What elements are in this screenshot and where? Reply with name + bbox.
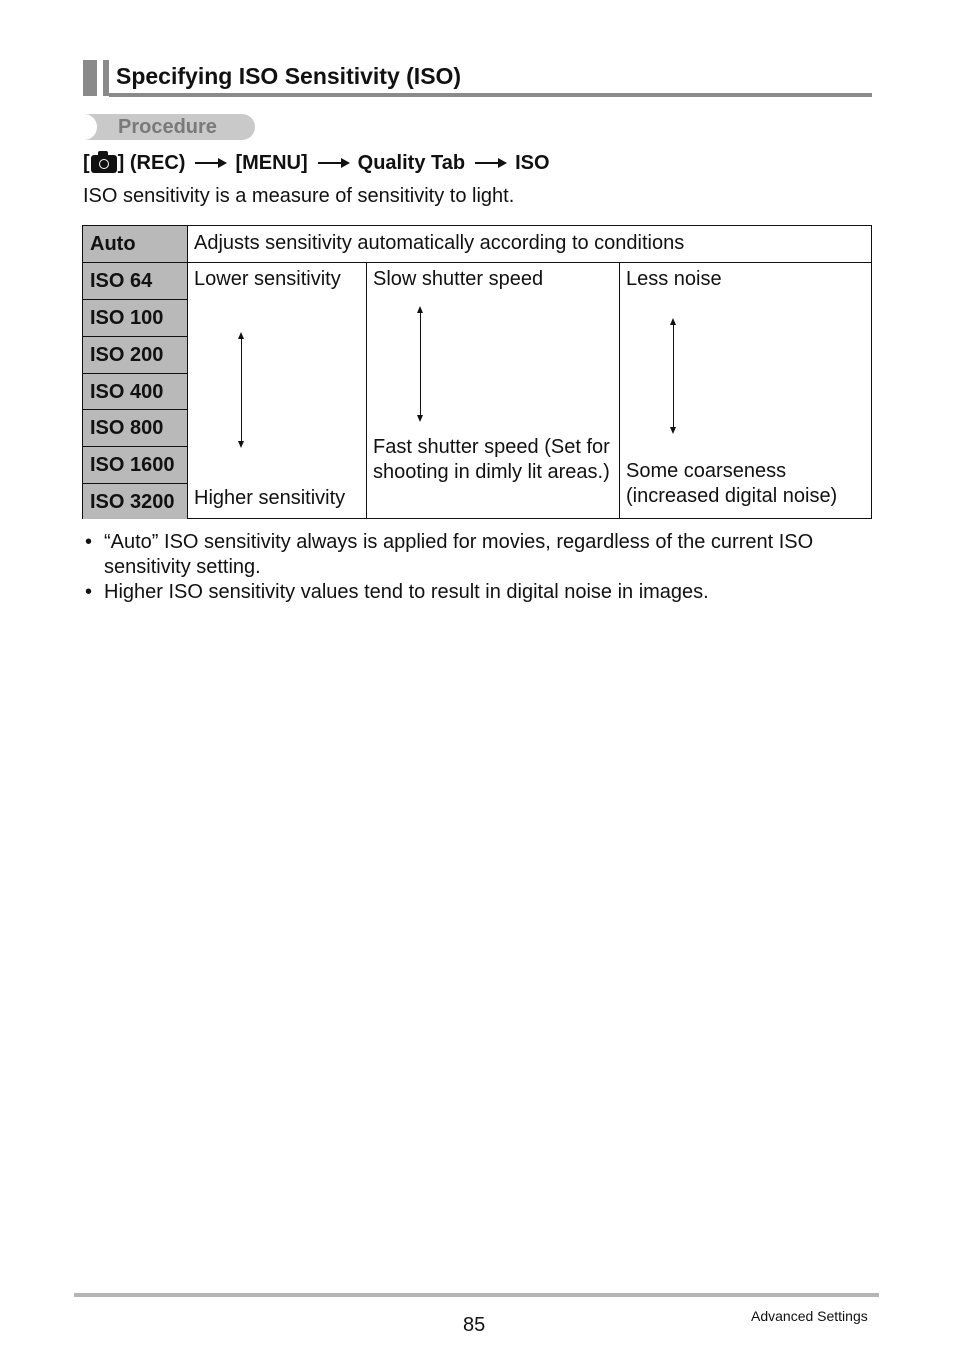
double-arrow-icon [673,324,674,428]
iso-table [82,225,872,519]
row-divider [83,262,871,263]
path-menu: [MENU] [235,152,308,174]
note-text: “Auto” ISO sensitivity always is applied for movies, regardless of the current ISO sensitivity setting. [104,531,814,578]
iso-1600-label: ISO 1600 [83,447,187,484]
path-open-bracket: [ [83,152,90,174]
sensitivity-bottom: Higher sensitivity [194,487,346,509]
procedure-label: Procedure [118,116,217,138]
path-rec: ] (REC) [117,152,186,174]
sensitivity-top: Lower sensitivity [194,268,341,290]
auto-description: Adjusts sensitivity automatically according to conditions [194,232,685,254]
note-item [83,530,873,580]
menu-path [83,149,550,177]
iso-64-label: ISO 64 [83,263,187,300]
section-title: Specifying ISO Sensitivity (ISO) [116,63,462,89]
notes-list [83,530,873,605]
auto-label: Auto [83,226,187,263]
iso-100-label: ISO 100 [83,300,187,337]
bullet-icon: • [85,531,93,553]
noise-bottom: Some coarseness (increased digital noise) [626,460,838,507]
page-number: 85 [463,1314,486,1336]
arrow-right-icon [475,162,505,164]
path-quality-tab: Quality Tab [357,152,466,174]
iso-200-label: ISO 200 [83,337,187,374]
shutter-bottom: Fast shutter speed (Set for shooting in dimly lit areas.) [373,436,610,483]
camera-icon [91,155,117,173]
noise-top: Less noise [626,268,722,290]
footer-rule [74,1293,879,1297]
shutter-top: Slow shutter speed [373,268,544,290]
bullet-icon: • [85,581,93,603]
iso-800-label: ISO 800 [83,410,187,447]
path-iso: ISO [515,152,550,174]
arrow-right-icon [195,162,225,164]
iso-3200-label: ISO 3200 [83,484,187,519]
double-arrow-icon [420,312,421,416]
intro-text: ISO sensitivity is a measure of sensitivity to light. [83,185,515,207]
double-arrow-icon [241,338,242,442]
iso-400-label: ISO 400 [83,374,187,410]
heading-rule [109,93,872,97]
heading-bar-thick [83,60,97,96]
column-divider [187,226,188,518]
note-item [83,580,873,605]
column-divider [619,263,620,518]
footer-section: Advanced Settings [751,1308,868,1324]
column-divider [366,263,367,518]
arrow-right-icon [318,162,348,164]
heading-bar-thin [103,60,109,96]
note-text: Higher ISO sensitivity values tend to result in digital noise in images. [104,581,709,603]
